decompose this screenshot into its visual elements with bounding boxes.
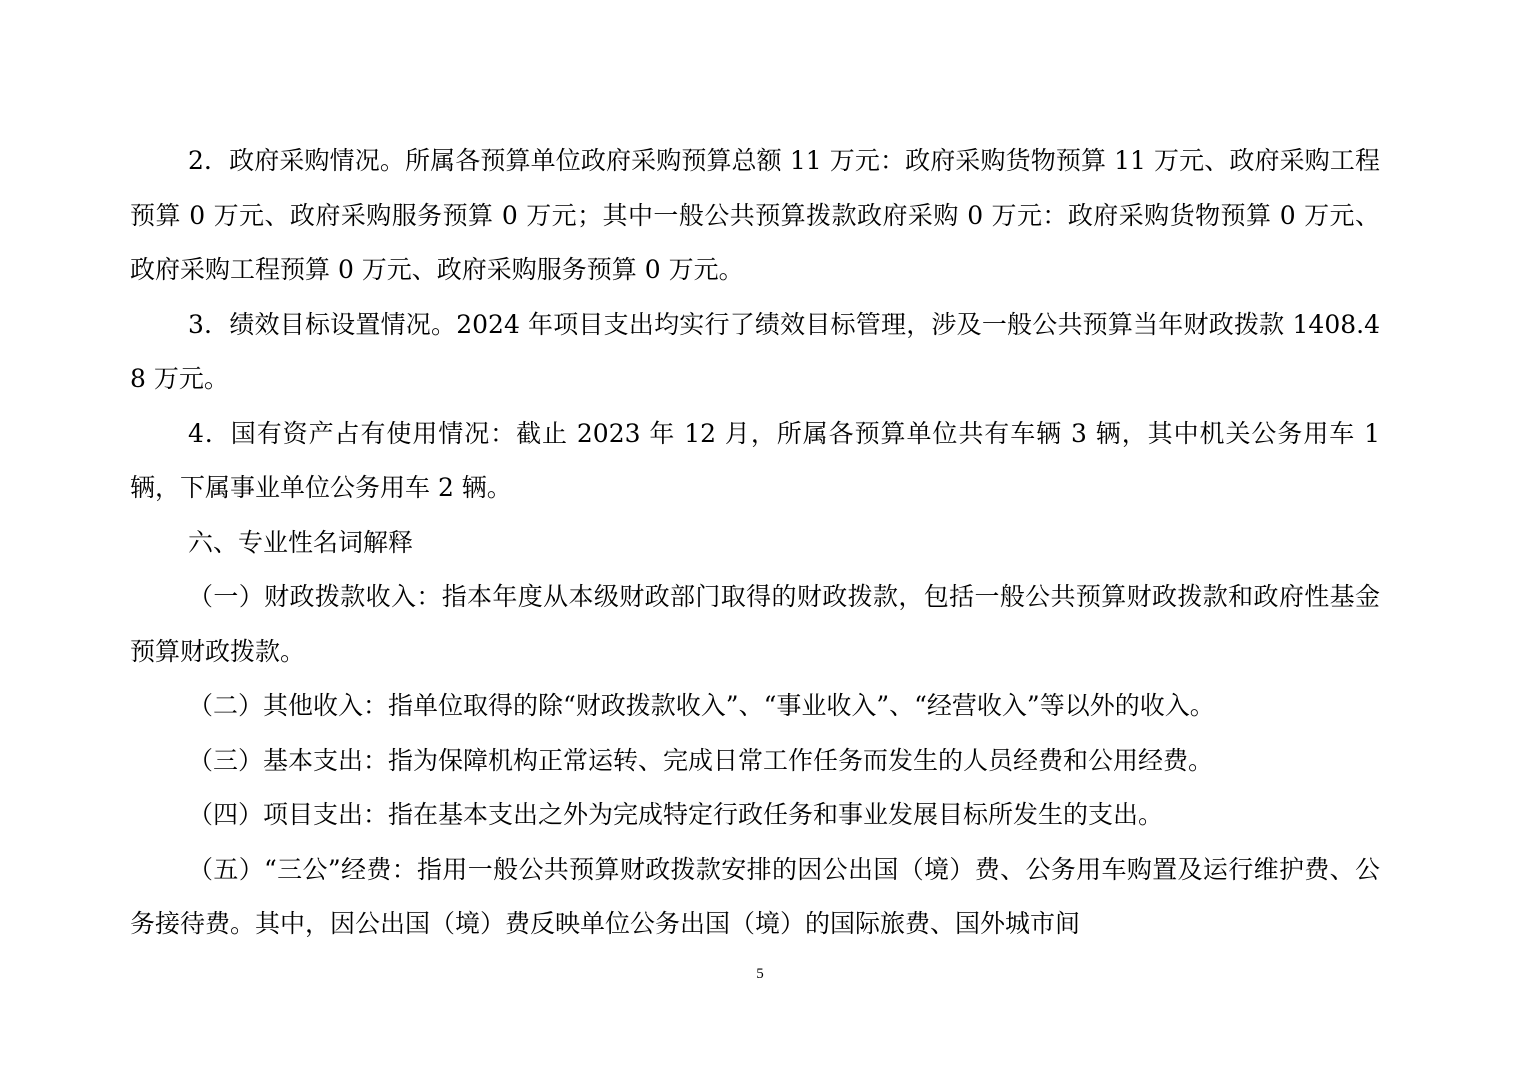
paragraph-term-fiscal-revenue: （一）财政拨款收入：指本年度从本级财政部门取得的财政拨款，包括一般公共预算财政拨款和政府性基金预算财政拨款。 [130, 582, 1380, 666]
paragraph-term-three-public: （五）“三公”经费：指用一般公共预算财政拨款安排的因公出国（境）费、公务用车购置及运行维护费、公务接待费。其中，因公出国（境）费反映单位公务出国（境）的国际旅费、国外城市间 [130, 854, 1380, 938]
paragraph-term-basic-expenditure: （三）基本支出：指为保障机构正常运转、完成日常工作任务而发生的人员经费和公用经费。 [188, 745, 1214, 775]
body-text [130, 134, 1380, 952]
paragraph-performance-goals: 3．绩效目标设置情况。2024 年项目支出均实行了绩效目标管理，涉及一般公共预算当年财政拨款 1408.48 万元。 [130, 309, 1380, 393]
paragraph-procurement: 2．政府采购情况。所属各预算单位政府采购预算总额 11 万元：政府采购货物预算 11 万元、政府采购工程预算 0 万元、政府采购服务预算 0 万元；其中一般公共预算拨款政府采购 0 万元：政府采购货物预算 0 万元、政府采购工程预算 0 万元、政府采购服务预算 0 万元。 [130, 146, 1380, 284]
paragraph-term-project-expenditure: （四）项目支出：指在基本支出之外为完成特定行政任务和事业发展目标所发生的支出。 [188, 800, 1164, 829]
paragraph-state-assets: 4．国有资产占有使用情况：截止 2023 年 12 月，所属各预算单位共有车辆 3 辆，其中机关公务用车 1 辆，下属事业单位公务用车 2 辆。 [130, 418, 1380, 502]
paragraph-term-other-revenue: （二）其他收入：指单位取得的除“财政拨款收入”、“事业收入”、“经营收入”等以外的收入。 [188, 691, 1215, 720]
page-number: 5 [756, 966, 764, 982]
section-heading-terms: 六、专业性名词解释 [188, 527, 414, 557]
